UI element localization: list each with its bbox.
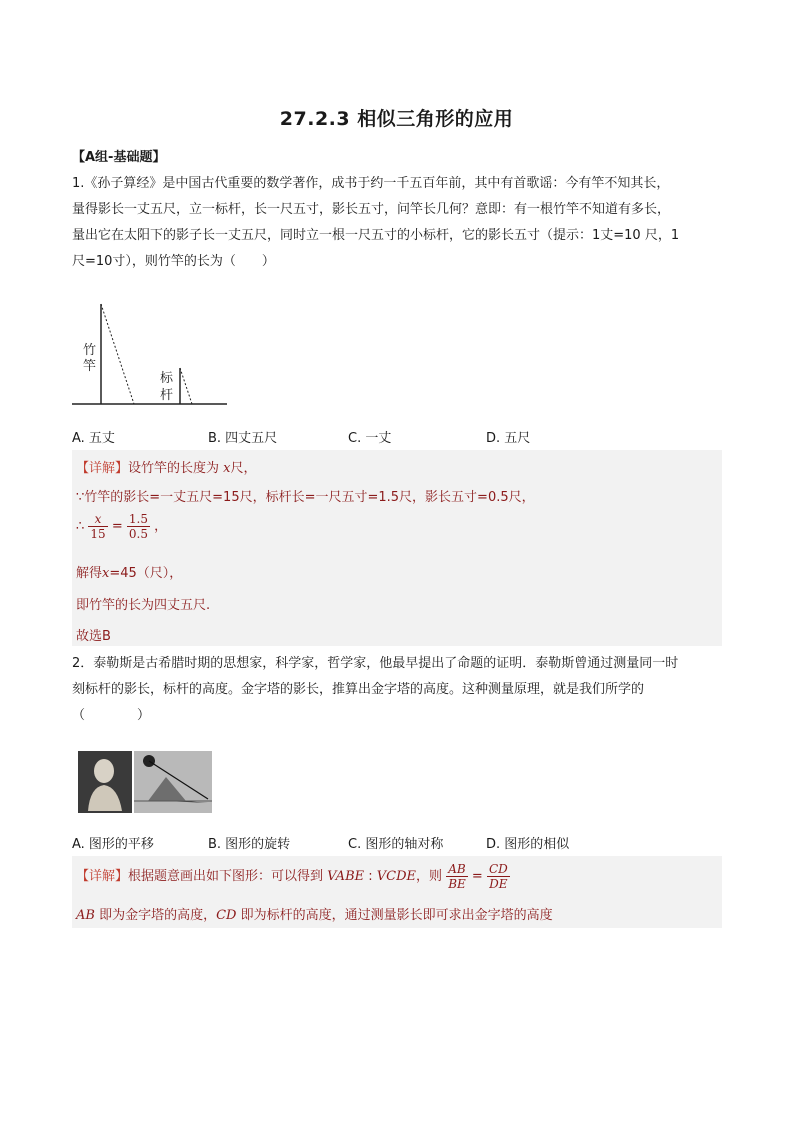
question-2-text (72, 651, 724, 729)
pole-label: 竿 (83, 359, 97, 374)
numerator: x (88, 512, 107, 527)
answer-line-5: 即竹竿的长为四丈五尺. (76, 598, 211, 613)
answer-text: 尺， (230, 461, 257, 476)
option-d[interactable]: D. 五尺 (486, 431, 531, 446)
denominator: 15 (90, 527, 106, 541)
answer-text: 根据题意画出如下图形：可以得到 (128, 869, 324, 884)
bamboo-sun-ray (101, 304, 134, 404)
numerator: AB (446, 862, 468, 877)
answer-text: 即为金字塔的高度， (99, 908, 217, 923)
denominator: 0.5 (128, 527, 148, 541)
denominator: DE (489, 877, 508, 891)
similar-sign: : (368, 869, 373, 884)
equals-sign: = (471, 869, 483, 884)
answer-text: 设竹竿的长度为 (128, 461, 220, 476)
variable-x: x (102, 566, 110, 581)
comma: ， (154, 519, 168, 534)
fraction-cd-over-de (487, 862, 510, 891)
triangle-cde: VCDE (376, 869, 417, 884)
question-1-text (72, 171, 724, 275)
q1-line: 1.《孙子算经》是中国古代重要的数学著作，成书于约一千五百年前，其中有首歌谣：今有竿不知其长， (72, 176, 670, 191)
stick-sun-ray (180, 368, 192, 404)
numerator: 1.5 (128, 512, 148, 526)
q1-figure-diagram (72, 298, 232, 410)
denominator: BE (448, 877, 466, 891)
stick-label: 杆 (160, 388, 174, 403)
stick-label: 标 (160, 371, 174, 386)
answer-text: 解得 (76, 566, 103, 581)
q2-line: 刻标杆的影长，标杆的高度。金字塔的影长，推算出金字塔的高度。这种测量原理，就是我们所学的 (72, 682, 645, 697)
option-a[interactable]: A. 五丈 (72, 431, 115, 446)
section-heading: 【A组-基础题】 (72, 150, 166, 165)
triangle-abe: VABE (327, 869, 365, 884)
fraction-1.5-over-0.5 (127, 512, 150, 541)
thales-pyramid-photo (78, 751, 212, 813)
answer-text: ，则 (416, 869, 443, 884)
equals-sign: = (111, 519, 123, 534)
variable-x: x (223, 461, 231, 476)
answer-tag: 【详解】 (76, 869, 129, 884)
segment-ab: AB (76, 908, 95, 923)
thales-head (94, 759, 114, 783)
q1-answer-box (72, 450, 722, 646)
q2-answer-box (72, 856, 722, 928)
therefore-symbol: ∴ (76, 519, 85, 534)
numerator: CD (488, 862, 508, 876)
option-a[interactable]: A. 图形的平移 (72, 837, 154, 852)
answer-tag: 【详解】 (76, 461, 129, 476)
answer-line-6: 故选B (76, 629, 111, 644)
option-c[interactable]: C. 一丈 (348, 431, 392, 446)
q2-line: 2．泰勒斯是古希腊时期的思想家，科学家，哲学家，他最早提出了命题的证明．泰勒斯曾通过测量同一时 (72, 656, 679, 671)
q1-line: 量得影长一丈五尺，立一标杆，长一尺五寸，影长五寸，问竿长几何？意即：有一根竹竿不知道有多长， (72, 202, 671, 217)
page-title: 27.2.3 相似三角形的应用 (279, 108, 514, 130)
answer-text: =45（尺）， (109, 566, 183, 581)
pole-label: 竹 (83, 343, 97, 358)
fraction-ab-over-be (446, 862, 468, 891)
segment-cd: CD (216, 908, 237, 923)
answer-line-2: ∵竹竿的影长=一丈五尺=15尺，标杆长=一尺五寸=1.5尺，影长五寸=0.5尺， (76, 490, 535, 505)
q2-line: （ ） (72, 708, 151, 723)
option-b[interactable]: B. 图形的旋转 (208, 837, 291, 852)
q1-line: 量出它在太阳下的影子长一丈五尺，同时立一根一尺五寸的小标杆，它的影长五寸（提示：1丈=10 尺，1 (72, 228, 680, 243)
answer-text: 即为标杆的高度，通过测量影长即可求出金字塔的高度 (240, 908, 553, 923)
option-c[interactable]: C. 图形的轴对称 (348, 837, 444, 852)
option-d[interactable]: D. 图形的相似 (486, 837, 570, 852)
option-b[interactable]: B. 四丈五尺 (208, 431, 278, 446)
q1-line: 尺=10寸），则竹竿的长为（ ） (72, 254, 275, 269)
fraction-x-over-15 (88, 512, 107, 541)
